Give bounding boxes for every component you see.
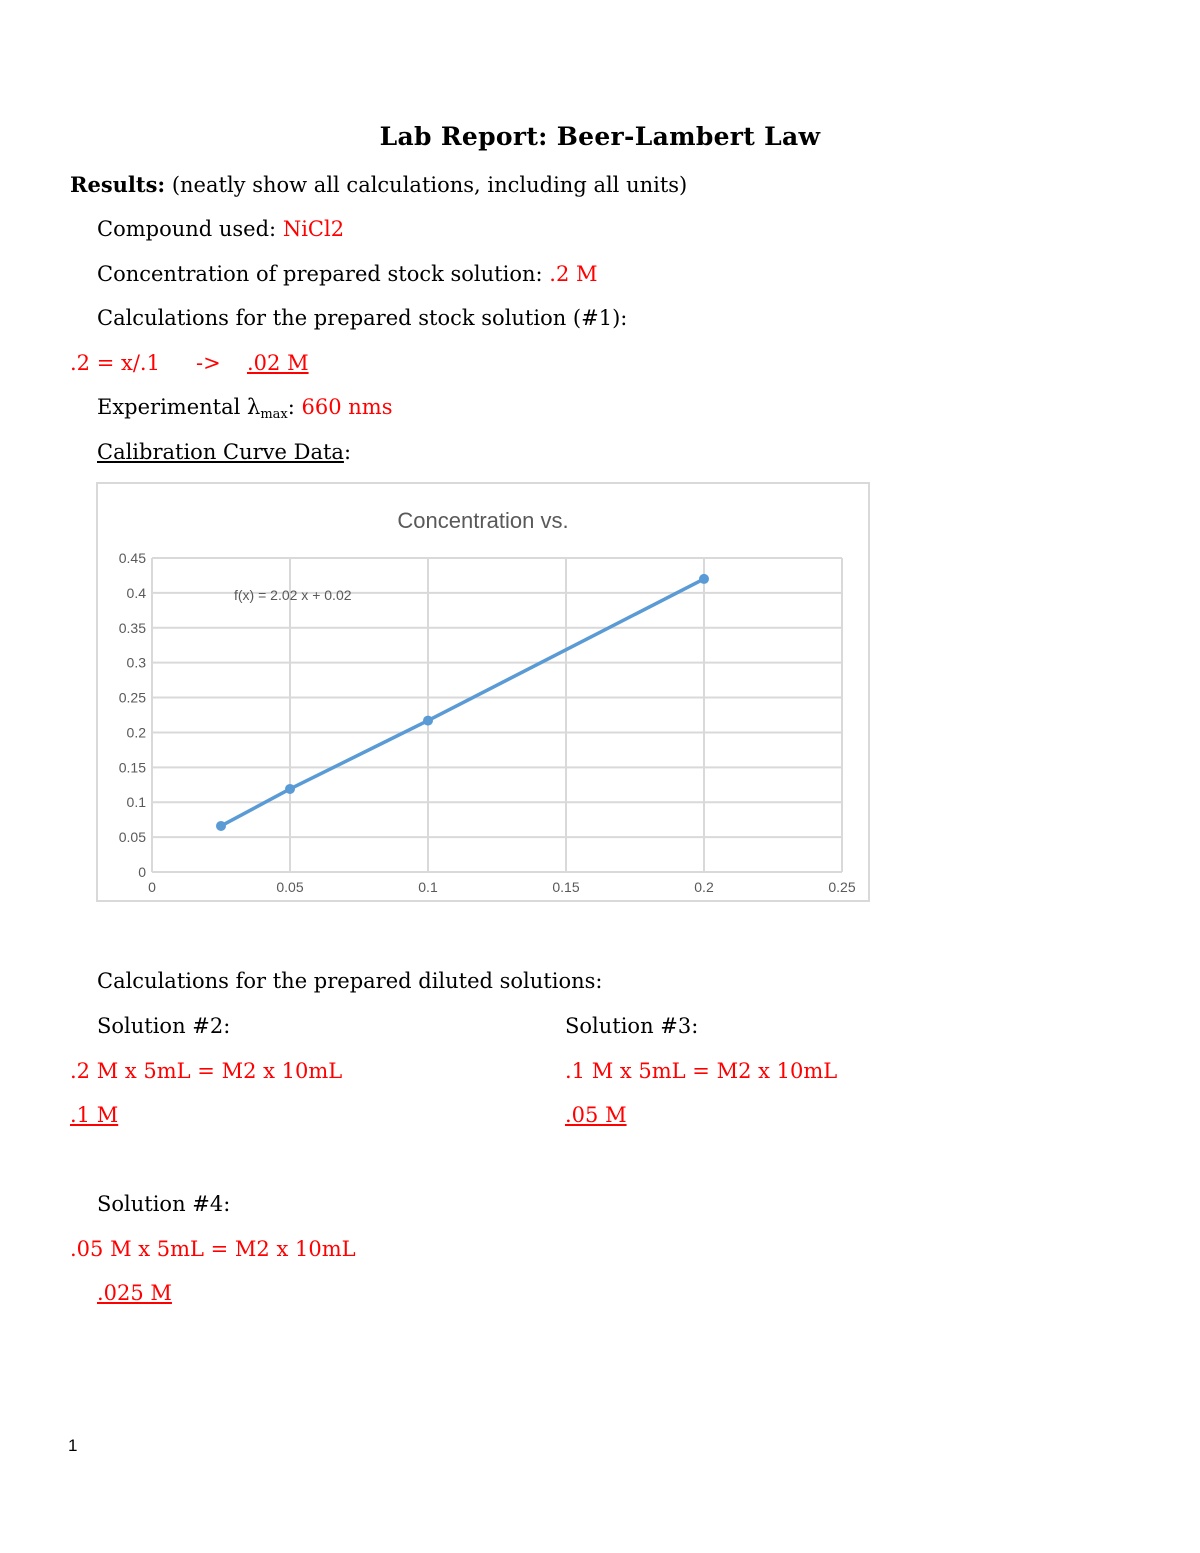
results-line [70, 172, 687, 198]
lambda-label: Experimental λ [97, 395, 261, 419]
stock-calc-label: Calculations for the prepared stock solution (#1): [97, 306, 628, 330]
y-tick-label: 0.35 [118, 619, 146, 636]
lambda-subscript: max [260, 407, 288, 422]
stock-conc-line [97, 261, 597, 287]
y-tick-label: 0.45 [118, 550, 146, 566]
y-tick-label: 0.2 [126, 724, 146, 741]
x-tick-label: 0.2 [694, 879, 714, 895]
x-tick-label: 0 [148, 879, 156, 895]
sol3-eq: .1 M x 5mL = M2 x 10mL [565, 1059, 838, 1083]
sol4-eq: .05 M x 5mL = M2 x 10mL [70, 1237, 356, 1261]
results-note: (neatly show all calculations, including all units) [171, 173, 688, 197]
data-point [216, 821, 226, 831]
results-label: Results: [70, 172, 166, 197]
stock-calc-result: .02 M [247, 351, 309, 375]
sol2-result: .1 M [70, 1103, 119, 1127]
compound-line [97, 216, 344, 242]
chart-grid [152, 558, 842, 872]
page-number: 1 [68, 1436, 78, 1455]
lambda-value: 660 nms [301, 395, 393, 419]
compound-value: NiCl2 [282, 217, 345, 241]
y-tick-label: 0.05 [118, 829, 146, 846]
sol2-eq: .2 M x 5mL = M2 x 10mL [70, 1059, 343, 1083]
y-tick-label: 0.25 [118, 689, 146, 706]
x-tick-label: 0.15 [552, 879, 580, 895]
stock-conc-value: .2 M [549, 262, 598, 286]
y-tick-label: 0.3 [126, 654, 146, 671]
data-point [285, 784, 295, 794]
data-point [699, 574, 709, 584]
sol4-label: Solution #4: [97, 1192, 231, 1216]
stock-calc-eq: .2 = x/.1 [70, 351, 160, 375]
calib-line [97, 439, 351, 465]
lambda-line [97, 394, 393, 428]
data-point [423, 716, 433, 726]
diluted-label: Calculations for the prepared diluted solutions: [97, 969, 603, 993]
sol4-result: .025 M [97, 1281, 172, 1305]
document-title: Lab Report: Beer-Lambert Law [379, 122, 821, 151]
y-tick-label: 0.4 [126, 584, 146, 601]
calib-label: Calibration Curve Data [97, 440, 344, 464]
sol2-label: Solution #2: [97, 1014, 231, 1038]
compound-label: Compound used: [97, 217, 277, 241]
trendline-label: f(x) = 2.02 x + 0.02 [234, 587, 352, 603]
calib-colon: : [343, 440, 352, 464]
x-tick-label: 0.25 [828, 879, 856, 895]
chart-ticks [119, 550, 856, 895]
y-tick-label: 0.1 [126, 794, 146, 811]
chart-title: Concentration vs. [397, 508, 569, 533]
stock-calc-arrow: -> [196, 351, 221, 375]
x-tick-label: 0.05 [276, 879, 304, 895]
lambda-colon: : [287, 395, 295, 419]
chart-svg [98, 484, 868, 900]
calibration-chart [96, 482, 870, 902]
stock-conc-label: Concentration of prepared stock solution: [97, 262, 543, 286]
y-tick-label: 0 [138, 864, 146, 880]
sol3-label: Solution #3: [565, 1014, 699, 1038]
x-tick-label: 0.1 [418, 879, 438, 895]
sol3-result: .05 M [565, 1103, 627, 1127]
y-tick-label: 0.15 [118, 759, 146, 776]
